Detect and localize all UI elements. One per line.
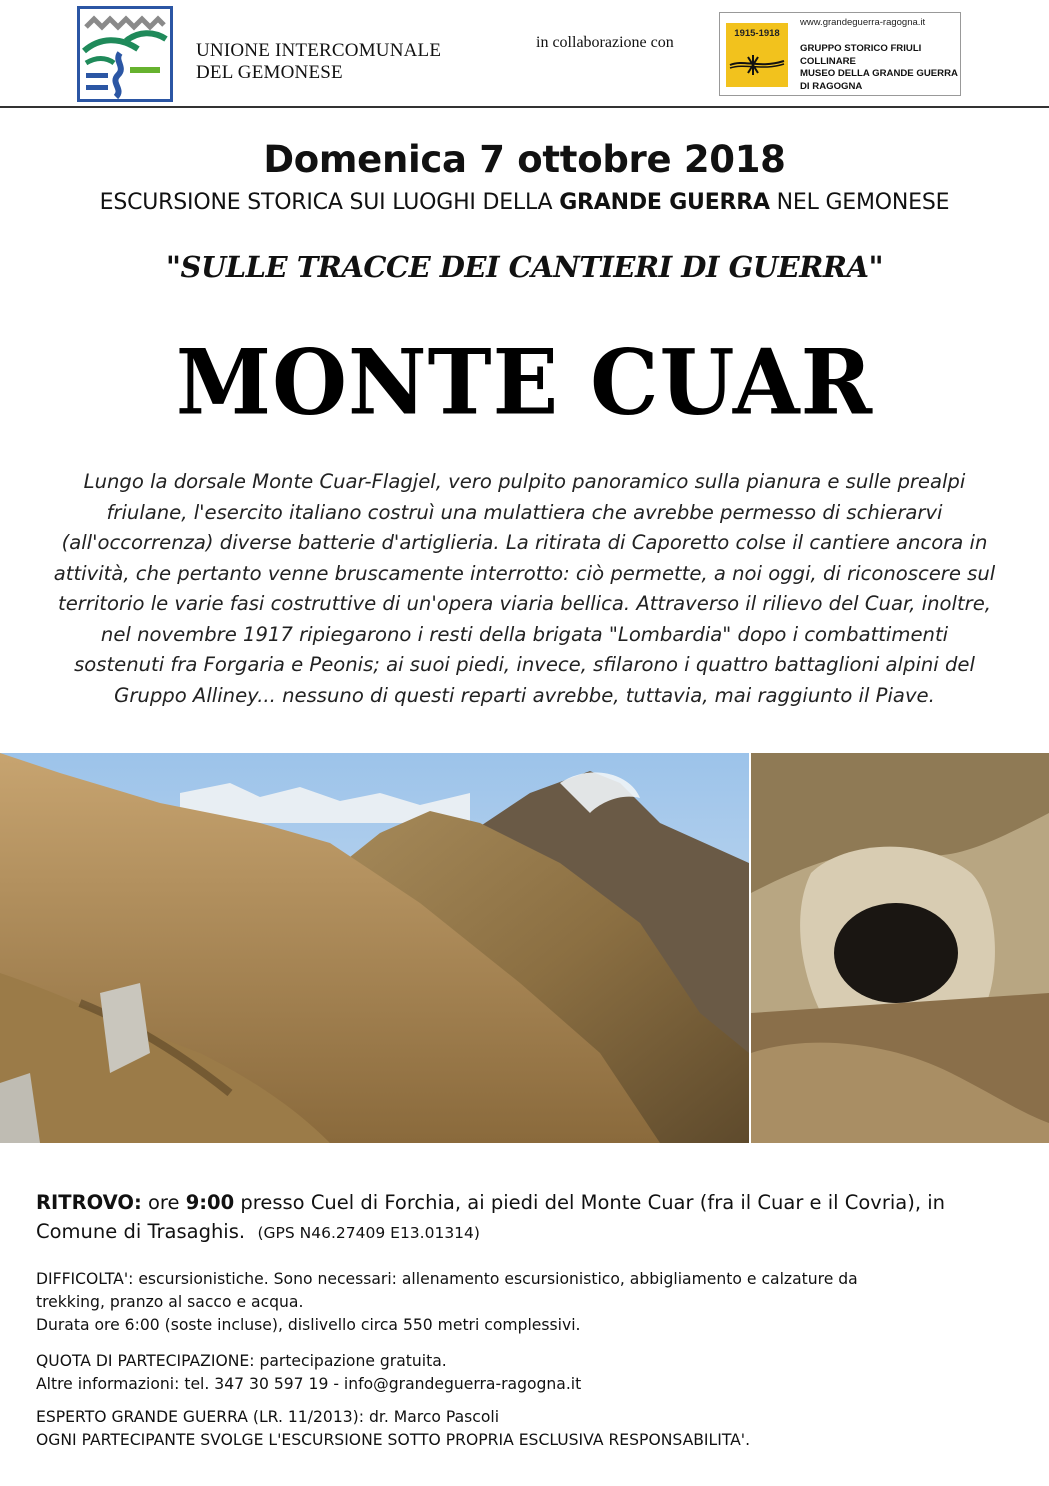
description-line: friulane, l'esercito italiano costruì una mulattiera che avrebbe permesso di schierarvi: [106, 500, 943, 524]
expert-line: ESPERTO GRANDE GUERRA (LR. 11/2013): dr. Marco Pascoli: [36, 1408, 500, 1426]
responsibility-line: OGNI PARTECIPANTE SVOLGE L'ESCURSIONE SOTTO PROPRIA ESCLUSIVA RESPONSABILITA'.: [36, 1431, 751, 1449]
meeting-text1: ore: [141, 1191, 186, 1214]
collaboration-text: in collaborazione con: [536, 34, 674, 51]
gps-coordinates: (GPS N46.27409 E13.01314): [257, 1224, 480, 1242]
description-line: territorio le varie fasi costruttive di un'opera viaria bellica. Attraverso il rilievo del Cuar, inoltre,: [58, 592, 991, 615]
tunnel-entrance-photo: [751, 753, 1049, 1143]
subtitle-pre: ESCURSIONE STORICA SUI LUOGHI DELLA: [99, 190, 560, 215]
description-line: Gruppo Alliney... nessuno di questi reparti avrebbe, tuttavia, mai raggiunto il Piave.: [114, 683, 935, 707]
partner-name: [800, 43, 958, 93]
partner-years: 1915-1918: [734, 28, 780, 39]
meeting-label: RITROVO:: [36, 1191, 142, 1214]
description-line: (all'occorrenza) diverse batterie d'artiglieria. La ritirata di Caporetto colse il cantiere ancora in: [61, 531, 988, 554]
mountain-ridge-photo: [0, 753, 749, 1143]
partner-name-line2: MUSEO DELLA GRANDE GUERRA: [800, 68, 958, 79]
organization-name-line1: UNIONE INTERCOMUNALE: [196, 40, 442, 61]
description-line: nel novembre 1917 ripiegarono i resti della brigata "Lombardia" dopo i combattimenti: [100, 622, 949, 646]
duration-line: Durata ore 6:00 (soste incluse), dislivello circa 550 metri complessivi.: [36, 1316, 581, 1334]
event-quote-title: "SULLE TRACCE DEI CANTIERI DI GUERRA": [165, 250, 884, 284]
difficulty-block: [36, 1268, 1016, 1337]
participation-fee: QUOTA DI PARTECIPAZIONE: partecipazione gratuita.: [36, 1352, 447, 1370]
organization-name: [196, 40, 516, 84]
event-main-title: MONTE CUAR: [175, 329, 874, 436]
description-line: sostenuti fra Forgaria e Peonis; ai suoi piedi, invece, sfilarono i quattro battaglioni alpini del: [74, 653, 975, 676]
meeting-point-line1: [36, 1188, 1016, 1217]
event-subtitle: [0, 190, 1049, 215]
header: [0, 0, 1049, 108]
event-date: Domenica 7 ottobre 2018: [263, 138, 786, 181]
meeting-time: 9:00: [185, 1191, 235, 1214]
difficulty-line1: DIFFICOLTA': escursionistiche. Sono necessari: allenamento escursionistico, abbigliamento e calzature da: [36, 1270, 858, 1288]
description-line: attività, che pertanto venne bruscamente interrotto: ciò permette, a noi oggi, di riconoscere sul: [53, 561, 996, 585]
partner-url: www.grandeguerra-ragogna.it: [800, 17, 926, 28]
unione-gemonese-logo: [77, 6, 173, 102]
participation-block: [36, 1350, 1016, 1396]
event-description: [40, 467, 1009, 711]
subtitle-post: NEL GEMONESE: [769, 190, 950, 215]
grande-guerra-ragogna-logo: [719, 12, 961, 96]
partner-badge: [726, 23, 788, 87]
expert-block: [36, 1406, 1016, 1452]
partner-name-line1: GRUPPO STORICO FRIULI COLLINARE: [800, 43, 922, 67]
difficulty-line2: trekking, pranzo al sacco e acqua.: [36, 1293, 304, 1311]
meeting-point-line2: [36, 1217, 1016, 1248]
organization-name-line2: DEL GEMONESE: [196, 62, 343, 83]
subtitle-bold: GRANDE GUERRA: [559, 190, 770, 215]
partner-name-line3: DI RAGOGNA: [800, 80, 863, 92]
description-line: Lungo la dorsale Monte Cuar-Flagjel, vero pulpito panoramico sulla pianura e sulle prealpi: [83, 470, 966, 493]
meeting-point: [36, 1188, 1016, 1248]
barbed-wire-icon: [728, 49, 786, 79]
meeting-text2: presso Cuel di Forchia, ai piedi del Monte Cuar (fra il Cuar e il Covria), in: [234, 1191, 946, 1214]
header-divider: [0, 106, 1049, 108]
contact-info: Altre informazioni: tel. 347 30 597 19 - info@grandeguerra-ragogna.it: [36, 1375, 582, 1393]
meeting-text3: Comune di Trasaghis.: [36, 1220, 246, 1243]
